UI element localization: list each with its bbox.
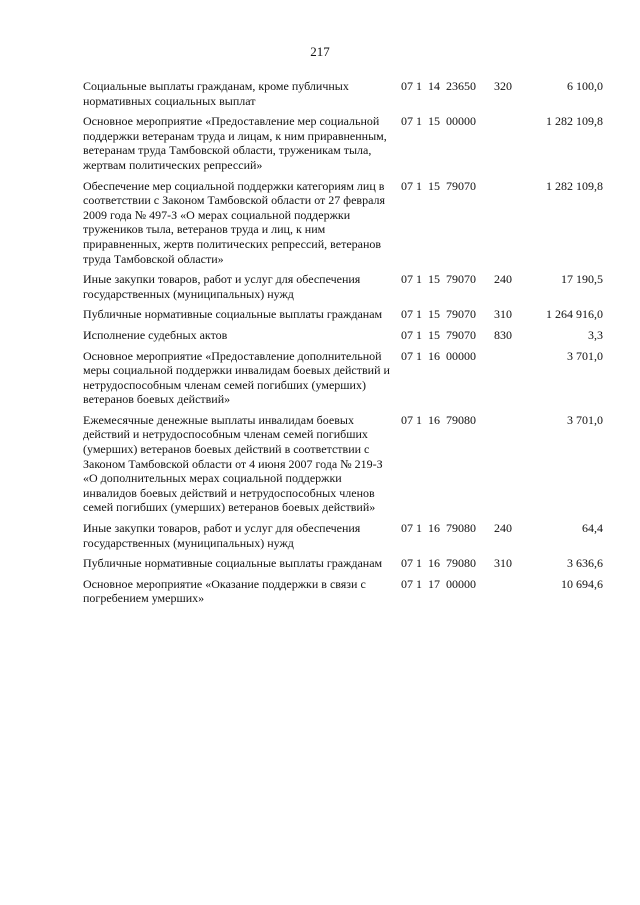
- row-code-program: 1: [416, 307, 422, 322]
- row-name: Публичные нормативные социальные выплаты гражданам: [83, 556, 383, 571]
- row-code-direction: 23650: [446, 79, 476, 93]
- row-code-subprogram: 15: [428, 114, 440, 129]
- row-name: Публичные нормативные социальные выплаты гражданам: [83, 307, 383, 322]
- row-code-section: 07: [401, 114, 413, 129]
- table-row: [83, 577, 603, 612]
- row-expense-type: [494, 179, 529, 273]
- row-expense-type: 240: [494, 272, 512, 287]
- row-amount: 3 701,0: [567, 412, 603, 427]
- row-code-section: 07: [401, 272, 413, 287]
- row-expense-type: [494, 577, 529, 612]
- row-amount: 17 190,5: [561, 272, 603, 287]
- row-code-section: 07: [401, 521, 413, 536]
- row-code-subprogram: 16: [428, 348, 440, 363]
- row-amount: 1 282 109,8: [546, 178, 603, 193]
- row-code-direction: 79070: [446, 178, 476, 193]
- row-code-program: 1: [416, 556, 422, 571]
- row-code-program: 1: [416, 412, 422, 427]
- row-code-direction: 00000: [446, 576, 476, 591]
- row-amount: 3,3: [588, 327, 603, 342]
- row-code-section: 07: [401, 556, 413, 571]
- budget-table: [83, 79, 603, 612]
- row-code-subprogram: 16: [428, 521, 440, 536]
- row-code-subprogram: 16: [428, 412, 440, 427]
- row-name: Основное мероприятие «Предоставление дополнительной меры социальной поддержки инвалидам боевых действий и нетрудоспособным членам семей погибших (умерших) ветеранов боевых действий»: [83, 348, 390, 407]
- table-row: [83, 349, 603, 413]
- row-name: Иные закупки товаров, работ и услуг для обеспечения государственных (муниципальных) нужд: [83, 521, 361, 550]
- row-name: Ежемесячные денежные выплаты инвалидам боевых действий и нетрудоспособным членам семей погибших (умерших) ветеранов боевых действий в соответствии с Законом Тамбовской области от 4 июня 2007 года № 219-З «О дополнительных мерах социальной поддержки инвалидов боевых действий и нетрудоспособных членов семей погибших (умерших) ветеранов боевых действий»: [83, 412, 383, 515]
- page-number: 217: [310, 44, 330, 59]
- table-row: [83, 413, 603, 521]
- table-row: [83, 79, 603, 114]
- row-code-direction: 79070: [446, 272, 476, 287]
- row-code-section: 07: [401, 327, 413, 342]
- row-name: Социальные выплаты гражданам, кроме публичных нормативных социальных выплат: [83, 79, 349, 108]
- row-expense-type: 240: [494, 521, 512, 536]
- row-code-section: 07: [401, 178, 413, 193]
- table-row: [83, 521, 603, 556]
- row-name: Иные закупки товаров, работ и услуг для обеспечения государственных (муниципальных) нужд: [83, 272, 361, 301]
- row-expense-type: [494, 114, 529, 178]
- row-code-subprogram: 15: [428, 307, 440, 322]
- row-expense-type: 310: [494, 307, 512, 322]
- row-code-section: 07: [401, 79, 413, 93]
- row-code-direction: 79080: [446, 556, 476, 571]
- row-expense-type: 320: [494, 79, 512, 93]
- row-code-program: 1: [416, 576, 422, 591]
- row-code-program: 1: [416, 178, 422, 193]
- row-expense-type: 830: [494, 327, 512, 342]
- row-code-direction: 00000: [446, 348, 476, 363]
- row-code-subprogram: 15: [428, 327, 440, 342]
- row-code-program: 1: [416, 79, 422, 93]
- row-code-direction: 79070: [446, 307, 476, 322]
- row-expense-type: 310: [494, 556, 512, 571]
- row-name: Исполнение судебных актов: [83, 327, 228, 342]
- row-code-subprogram: 15: [428, 178, 440, 193]
- row-code-subprogram: 16: [428, 556, 440, 571]
- row-expense-type: [494, 413, 529, 521]
- row-code-program: 1: [416, 114, 422, 129]
- row-name: Основное мероприятие «Оказание поддержки в связи с погребением умерших»: [83, 576, 366, 606]
- budget-table-body: [83, 79, 603, 612]
- row-code-subprogram: 17: [428, 576, 440, 591]
- row-name: Обеспечение мер социальной поддержки категориям лиц в соответствии с Законом Тамбовской области от 27 февраля 2009 года № 497-З «О мерах социальной поддержки тружеников тыла, ветеранов труда и лиц, к ним приравненных, жертв политических репрессий, ветеранов труда Тамбовской области»: [83, 178, 386, 266]
- row-code-direction: 00000: [446, 114, 476, 129]
- row-name: Основное мероприятие «Предоставление мер социальной поддержки ветеранам труда и лицам, к ним приравненным, ветеранам труда Тамбовской области, труженикам тыла, жертвам политических репрессий»: [83, 114, 387, 172]
- row-amount: 64,4: [582, 521, 603, 536]
- row-amount: 3 636,6: [567, 556, 603, 571]
- row-code-section: 07: [401, 576, 413, 591]
- row-amount: 6 100,0: [567, 79, 603, 93]
- table-row: [83, 556, 603, 577]
- row-code-program: 1: [416, 521, 422, 536]
- row-amount: 1 282 109,8: [546, 114, 603, 129]
- table-row: [83, 307, 603, 328]
- row-code-program: 1: [416, 272, 422, 287]
- row-amount: 3 701,0: [567, 348, 603, 363]
- row-code-program: 1: [416, 327, 422, 342]
- row-amount: 10 694,6: [561, 576, 603, 591]
- table-row: [83, 272, 603, 307]
- row-code-program: 1: [416, 348, 422, 363]
- row-expense-type: [494, 349, 529, 413]
- row-amount: 1 264 916,0: [546, 307, 603, 322]
- table-row: [83, 179, 603, 273]
- table-row: [83, 328, 603, 349]
- row-code-section: 07: [401, 307, 413, 322]
- row-code-subprogram: 15: [428, 272, 440, 287]
- row-code-direction: 79080: [446, 521, 476, 536]
- row-code-direction: 79080: [446, 412, 476, 427]
- row-code-section: 07: [401, 412, 413, 427]
- row-code-direction: 79070: [446, 327, 476, 342]
- row-code-subprogram: 14: [428, 79, 440, 93]
- row-code-section: 07: [401, 348, 413, 363]
- table-row: [83, 114, 603, 178]
